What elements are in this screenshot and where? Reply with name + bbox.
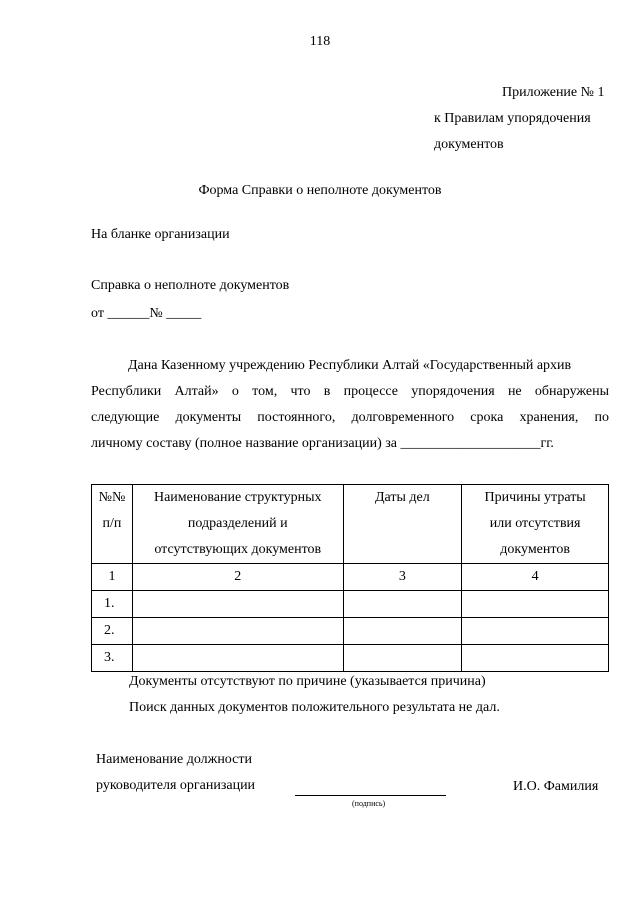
column-number-cell: 3 <box>343 564 462 591</box>
column-number-cell: 2 <box>132 564 343 591</box>
table-cell <box>132 645 343 672</box>
header-number-line-2: п/п <box>102 516 122 531</box>
header-reasons-line-2: или отсутствия <box>489 516 581 531</box>
column-number-cell: 1 <box>92 564 133 591</box>
page-number: 118 <box>309 34 331 49</box>
header-dates <box>343 485 462 564</box>
search-note: Поиск данных документов положительного результата не дал. <box>129 700 500 715</box>
signature-line <box>295 795 446 796</box>
table-header-row <box>92 485 609 564</box>
row-number-cell: 1. <box>92 591 133 618</box>
row-number-cell: 2. <box>92 618 133 645</box>
paragraph-line-1 <box>91 353 609 379</box>
header-reasons-line-3: документов <box>500 542 570 557</box>
paragraph-line-1-text: Дана Казенному учреждению Республики Алтай «Государственный архив <box>128 358 572 373</box>
position-title-line-1: Наименование должности <box>96 752 252 767</box>
appendix-line-2: к Правилам упорядочения <box>434 111 591 126</box>
header-units-line-2: подразделений и <box>187 516 288 531</box>
table-cell <box>132 591 343 618</box>
header-number <box>92 485 133 564</box>
table-cell <box>132 618 343 645</box>
signature-hint: (подпись) <box>352 799 386 808</box>
certificate-ref: от ______№ _____ <box>91 306 202 321</box>
missing-documents-table <box>91 484 609 672</box>
column-number-cell: 4 <box>462 564 609 591</box>
table-cell <box>462 591 609 618</box>
appendix-line-1: Приложение № 1 <box>502 85 605 100</box>
table-row <box>92 591 609 618</box>
letterhead-note: На бланке организации <box>91 227 230 242</box>
row-number-cell: 3. <box>92 645 133 672</box>
paragraph-line-4: личному составу (полное название организации) за ____________________гг. <box>91 436 554 451</box>
table-cell <box>343 618 462 645</box>
header-reasons-line-1: Причины утраты <box>484 490 586 505</box>
signatory-name: И.О. Фамилия <box>513 779 599 794</box>
header-units-line-3: отсутствующих документов <box>154 542 322 557</box>
certificate-title: Справка о неполноте документов <box>91 278 290 293</box>
appendix-block <box>434 80 605 158</box>
body-paragraph <box>91 353 609 457</box>
paragraph-line-3: следующие документы постоянного, долговременного срока хранения, по <box>91 410 609 425</box>
reason-note: Документы отсутствуют по причине (указывается причина) <box>129 674 486 689</box>
header-dates-line-1: Даты дел <box>375 490 430 505</box>
table-cell <box>462 645 609 672</box>
table-cell <box>343 591 462 618</box>
table-row <box>92 618 609 645</box>
header-number-line-1: №№ <box>98 490 126 505</box>
header-units-line-1: Наименование структурных <box>153 490 322 505</box>
table-cell <box>343 645 462 672</box>
header-units <box>132 485 343 564</box>
appendix-line-3: документов <box>434 137 504 152</box>
table-row <box>92 645 609 672</box>
table-cell <box>462 618 609 645</box>
position-title-line-2: руководителя организации <box>96 778 256 793</box>
table-column-numbers-row <box>92 564 609 591</box>
form-title: Форма Справки о неполноте документов <box>198 183 442 198</box>
paragraph-line-2: Республики Алтай» о том, что в процессе упорядочения не обнаружены <box>91 384 609 399</box>
header-reasons <box>462 485 609 564</box>
